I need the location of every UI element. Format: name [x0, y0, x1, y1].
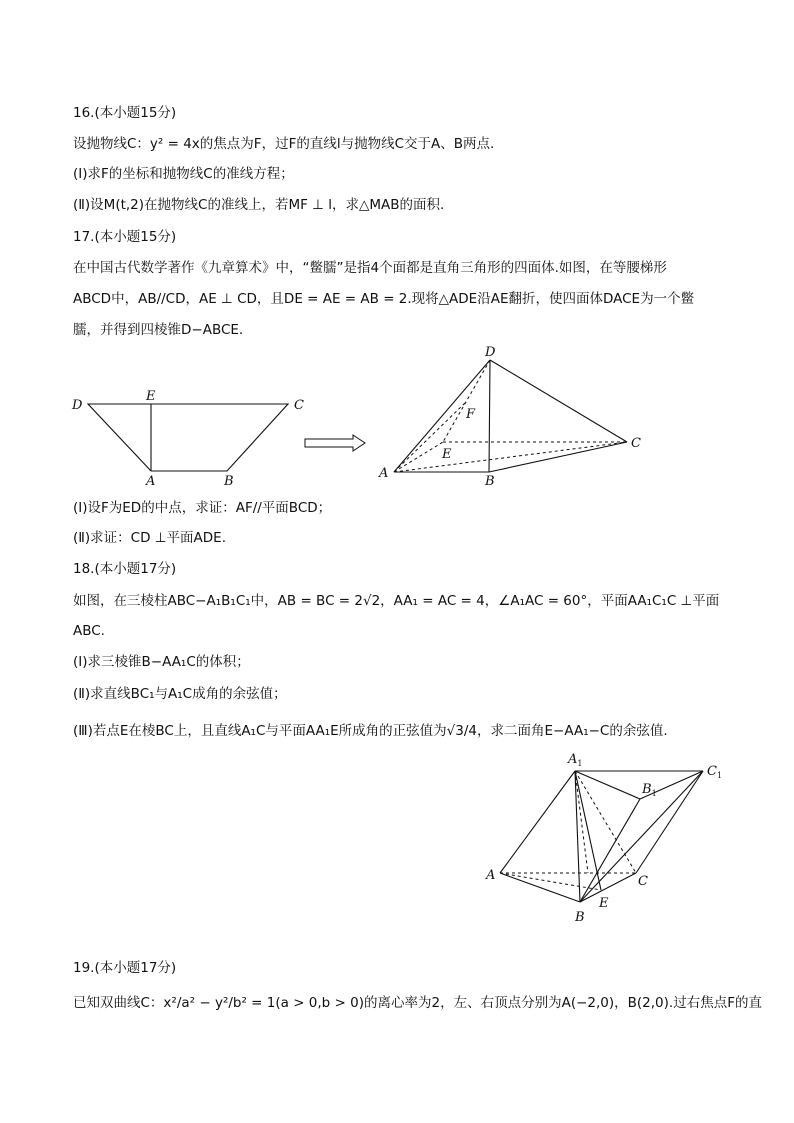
prism-label-A: A	[486, 868, 496, 883]
pyr-label-E: E	[442, 447, 452, 462]
problem-18-statement-line-1: 如图，在三棱柱ABC−A₁B₁C₁中，AB = BC = 2√2，AA₁ = AC = 4，∠A₁AC = 60°，平面AA₁C₁C ⊥平面	[73, 593, 720, 609]
problem-16-header: 16.(本小题15分)	[73, 105, 177, 121]
problem-17-statement-line-3: 臑，并得到四棱锥D−ABCE.	[73, 322, 244, 338]
problem-17-part-1: (Ⅰ)设F为ED的中点，求证：AF//平面BCD；	[73, 500, 332, 516]
pyr-label-C: C	[631, 436, 641, 451]
trap-label-B: B	[224, 474, 234, 489]
problem-18-part-1: (Ⅰ)求三棱锥B−AA₁C的体积；	[73, 654, 250, 670]
problem-19-statement-line-1: 已知双曲线C：x²/a² − y²/b² = 1(a > 0,b > 0)的离心率为2，左、右顶点分别为A(−2,0)，B(2,0).过右焦点F的直	[73, 995, 762, 1011]
problem-16-statement: 设抛物线C：y² = 4x的焦点为F，过F的直线l与抛物线C交于A、B两点.	[73, 136, 495, 152]
problem-17-header: 17.(本小题15分)	[73, 229, 177, 245]
pyramid-hidden-edges	[394, 360, 627, 472]
problem-17-figure	[60, 340, 660, 494]
pyr-label-D: D	[485, 345, 496, 360]
problem-18-part-2: (Ⅱ)求直线BC₁与A₁C成角的余弦值；	[73, 686, 287, 702]
trapezoid-diagram	[88, 404, 288, 471]
problem-17-part-2: (Ⅱ)求证：CD ⊥平面ADE.	[73, 530, 227, 546]
pyr-label-B: B	[485, 474, 495, 489]
problem-17-statement-line-1: 在中国古代数学著作《九章算术》中，“鳖臑”是指4个面都是直角三角形的四面体.如图，在等腰梯形	[73, 260, 667, 276]
transform-arrow	[305, 435, 365, 451]
problem-18-figure	[480, 745, 740, 934]
prism-diagram	[500, 771, 703, 902]
pyr-label-F: F	[466, 407, 476, 422]
problem-16-part-2: (Ⅱ)设M(t,2)在抛物线C的准线上，若MF ⊥ l，求△MAB的面积.	[73, 197, 445, 213]
pyr-label-A: A	[379, 466, 389, 481]
prism-label-C1: $C_1$	[707, 764, 723, 780]
prism-label-B: B	[575, 910, 585, 925]
pyramid-diagram	[394, 360, 627, 472]
problem-18-part-3: (Ⅲ)若点E在棱BC上，且直线A₁C与平面AA₁E所成角的正弦值为√3/4，求二面角E−AA₁−C的余弦值.	[73, 723, 668, 739]
problem-16-part-1: (Ⅰ)求F的坐标和抛物线C的准线方程；	[73, 166, 294, 182]
trap-label-E: E	[146, 389, 156, 404]
trap-label-D: D	[72, 398, 83, 413]
problem-17-statement-line-2: ABCD中，AB//CD，AE ⊥ CD，且DE = AE = AB = 2.现将△ADE沿AE翻折，使四面体DACE为一个鳖	[73, 291, 695, 307]
prism-label-B1: $B_1$	[642, 782, 657, 798]
prism-label-C: C	[638, 874, 648, 889]
prism-label-E: E	[599, 896, 609, 911]
problem-18-header: 18.(本小题17分)	[73, 561, 177, 577]
trap-label-C: C	[294, 398, 304, 413]
problem-19-header: 19.(本小题17分)	[73, 960, 177, 976]
problem-18-statement-line-2: ABC.	[73, 623, 105, 639]
trap-label-A: A	[146, 474, 156, 489]
prism-label-A1: $A_1$	[568, 752, 583, 768]
